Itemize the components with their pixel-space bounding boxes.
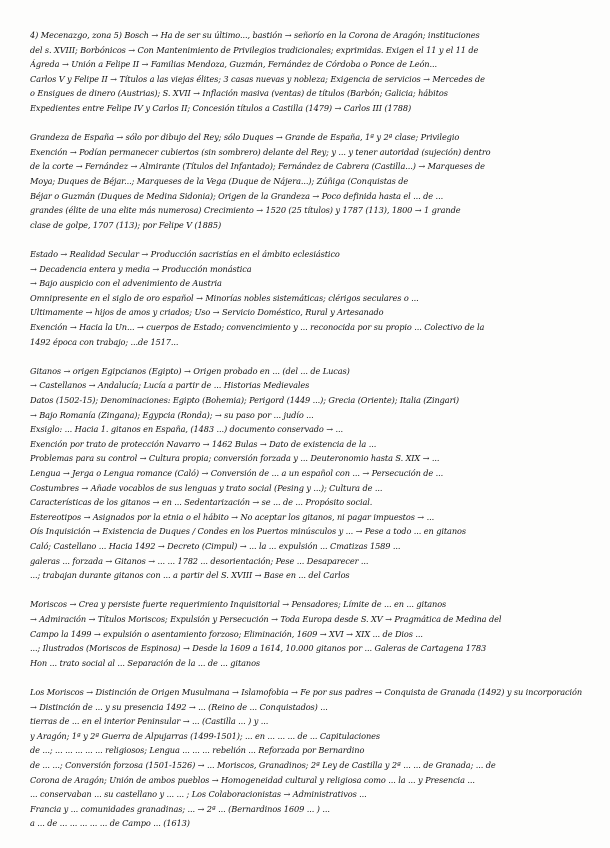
- handwritten-line: y Aragón; 1ª y 2ª Guerra de Alpujarras (1499-1501); ... en ... ... ... de ... Capitulaciones: [30, 730, 380, 741]
- handwritten-line: o Ensigues de dinero (Austrias); S. XVII → Inflación masiva (ventas) de títulos (Barbón; Galicia; hábitos: [30, 88, 448, 99]
- handwritten-line: a ... de ... ... ... ... ... de Campo ... (1613): [30, 818, 190, 829]
- handwritten-line: Moya; Duques de Béjar...; Marqueses de la Vega (Duque de Nájera...); Zúñiga (Conquistas de: [30, 176, 409, 186]
- handwritten-line: 1492 época con trabajo; ...de 1517...: [30, 336, 179, 347]
- handwritten-line: clase de golpe, 1707 (113); por Felipe V (1885): [30, 219, 222, 230]
- handwritten-line: → Distinción de ... y su presencia 1492 → ... (Reino de ... Conquistados) ...: [30, 701, 328, 712]
- handwritten-line: ...; Ilustrados (Moriscos de Espinosa) → Desde la 1609 a 1614, 10.000 gitanos por ... Galeras de Cartagena 1783: [30, 643, 487, 654]
- handwritten-line: Campo la 1499 → expulsión o asentamiento forzoso; Eliminación, 1609 → XVI → XIX ... de Dios ...: [30, 628, 423, 639]
- handwritten-line: ...; trabajan durante gitanos con ... a partir del S. XVIII → Base en ... del Carlos: [30, 570, 350, 581]
- handwritten-line: ... conservaban ... su castellano y ... ... ; Los Colaboracionistas → Administrativos ...: [30, 789, 367, 800]
- handwritten-line: Expedientes entre Felipe IV y Carlos II; Concesión títulos a Castilla (1479) → Carlos III (1788): [30, 103, 412, 113]
- handwritten-line: de ... ...; Conversión forzosa (1501-1526) → ... Moriscos, Granadinos; 2ª Ley de Castilla y 2ª ... ... de Granada; ... de: [30, 760, 496, 770]
- handwritten-line: Estado → Realidad Secular → Producción sacristías en el ámbito eclesiástico: [30, 249, 340, 259]
- handwritten-line: Francia y ... comunidades granadinas; ... → 2ª ... (Bernardinos 1609 ... ) ...: [30, 803, 330, 814]
- handwritten-line: 4) Mecenazgo, zona 5) Bosch → Ha de ser su último..., bastión → señorío en la Corona de Aragón; instituciones: [30, 30, 480, 40]
- handwritten-line: Moriscos → Crea y persiste fuerte requerimiento Inquisitorial → Pensadores; Límite de ... en ... gitanos: [30, 599, 447, 610]
- handwritten-line: Estereotipos → Asignados por la etnia o el hábito → No aceptar los gitanos, ni pagar impuestos → ...: [30, 511, 435, 522]
- handwritten-line: → Admiración → Títulos Moriscos; Expulsión y Persecución → Toda Europa desde S. XV → Pragmática de Medina del: [30, 614, 502, 624]
- handwritten-line: Características de los gitanos → en ... Sedentarización → se ... de ... Propósito social.: [30, 497, 373, 508]
- handwritten-line: Exención por trato de protección Navarro → 1462 Bulas → Dato de existencia de la ...: [30, 438, 377, 449]
- handwritten-line: Omnipresente en el siglo de oro español → Minorías nobles sistemáticas; clérigos seculares o ...: [30, 292, 419, 303]
- handwritten-line: Gitanos → origen Egipcianos (Egipto) → Origen probado en ... (del ... de Lucas): [30, 365, 350, 376]
- handwritten-line: Corona de Aragón; Unión de ambos pueblos → Homogeneidad cultural y religiosa como ... la ... y Presencia ...: [30, 774, 475, 785]
- handwritten-line: Caló; Castellano ... Hacia 1492 → Decreto (Cimpul) → ... la ... expulsión ... Cmatizas 1589 ...: [30, 541, 401, 551]
- handwritten-line: Béjar o Guzmán (Duques de Medina Sidonia); Origen de la Grandeza → Poco definida hasta el ... de ...: [30, 190, 444, 201]
- handwritten-line: Ultimamente → hijos de amos y criados; Uso → Servicio Doméstico, Rural y Artesanado: [30, 307, 384, 318]
- handwritten-line: → Bajo auspicio con el advenimiento de Austria: [30, 278, 222, 289]
- handwritten-line: Exsiglo: ... Hacia 1. gitanos en España, (1483 ...) documento conservado → ...: [30, 424, 343, 435]
- handwritten-line: Costumbres → Añade vocablos de sus lenguas y trato social (Pesing y ...); Cultura de ...: [30, 482, 383, 493]
- handwritten-line: galeras ... forzada → Gitanos → ... ... 1782 ... desorientación; Pese ... Desaparecer ...: [30, 555, 369, 566]
- handwritten-line: del s. XVIII; Borbónicos → Con Mantenimiento de Privilegios tradicionales; exprimidas. Exigen el 11 y el 11 de: [30, 44, 479, 55]
- handwritten-line: tierras de ... en el interior Peninsular → ... (Castilla ... ) y ...: [30, 716, 269, 727]
- handwritten-line: Oís Inquisición → Existencia de Duques / Condes en los Puertos minúsculos y ... → Pese a todo ... en gitanos: [30, 526, 466, 537]
- handwritten-line: → Bajo Romanía (Zingana); Egypcia (Ronda); → su paso por ... judío ...: [30, 409, 314, 420]
- handwritten-line: → Castellanos → Andalucía; Lucía a partir de ... Historias Medievales: [30, 380, 310, 391]
- handwritten-line: Los Moriscos → Distinción de Origen Musulmana → Islamofobia → Fe por sus padres → Conquista de Granada (1492) y su incorporación: [30, 687, 583, 697]
- handwritten-line: Grandeza de España → sólo por dibujo del Rey; sólo Duques → Grande de España, 1ª y 2ª clase; Privilegio: [30, 132, 460, 143]
- handwritten-line: Hon ... trato social al ... Separación de la ... de ... gitanos: [30, 657, 261, 668]
- handwritten-line: → Decadencia entera y media → Producción monástica: [30, 263, 252, 274]
- handwritten-line: Exención → Hacia la Un... → cuerpos de Estado; convencimiento y ... reconocida por su propio ... Colectivo de la: [30, 322, 485, 332]
- handwritten-line: grandes (élite de una elite más numerosa) Crecimiento → 1520 (25 títulos) y 1787 (113), 1800 → 1 grande: [30, 205, 461, 216]
- handwritten-line: Carlos V y Felipe II → Títulos a las viejas élites; 3 casas nuevas y nobleza; Exigencia de servicios → Mercedes de: [30, 73, 485, 84]
- handwritten-line: de la corte → Fernández → Almirante (Títulos del Infantado); Fernández de Cabrera (Castilla...) → Marqueses de: [30, 161, 485, 172]
- handwritten-line: Ágreda → Unión a Felipe II → Familias Mendoza, Guzmán, Fernández de Córdoba o Ponce de León...: [30, 59, 437, 70]
- handwritten-line: de ...; ... ... ... ... ... religiosos; Lengua ... ... ... rebelión ... Reforzada por Bernardino: [30, 745, 365, 756]
- handwritten-line: Lengua → Jerga o Lengua romance (Caló) → Conversión de ... a un español con ... → Persecución de ...: [30, 468, 444, 478]
- handwritten-line: Problemas para su control → Cultura propia; conversión forzada y ... Deuteronomio hasta S. XIX → ...: [30, 453, 440, 464]
- handwritten-line: Datos (1502-15); Denominaciones: Egipto (Bohemia); Perigord (1449 ...); Grecia (Oriente); Italia (Zingari): [30, 395, 460, 405]
- handwritten-line: Exención → Podían permanecer cubiertos (sin sombrero) delante del Rey; y ... y tener autoridad (sujeción) dentro: [30, 146, 491, 157]
